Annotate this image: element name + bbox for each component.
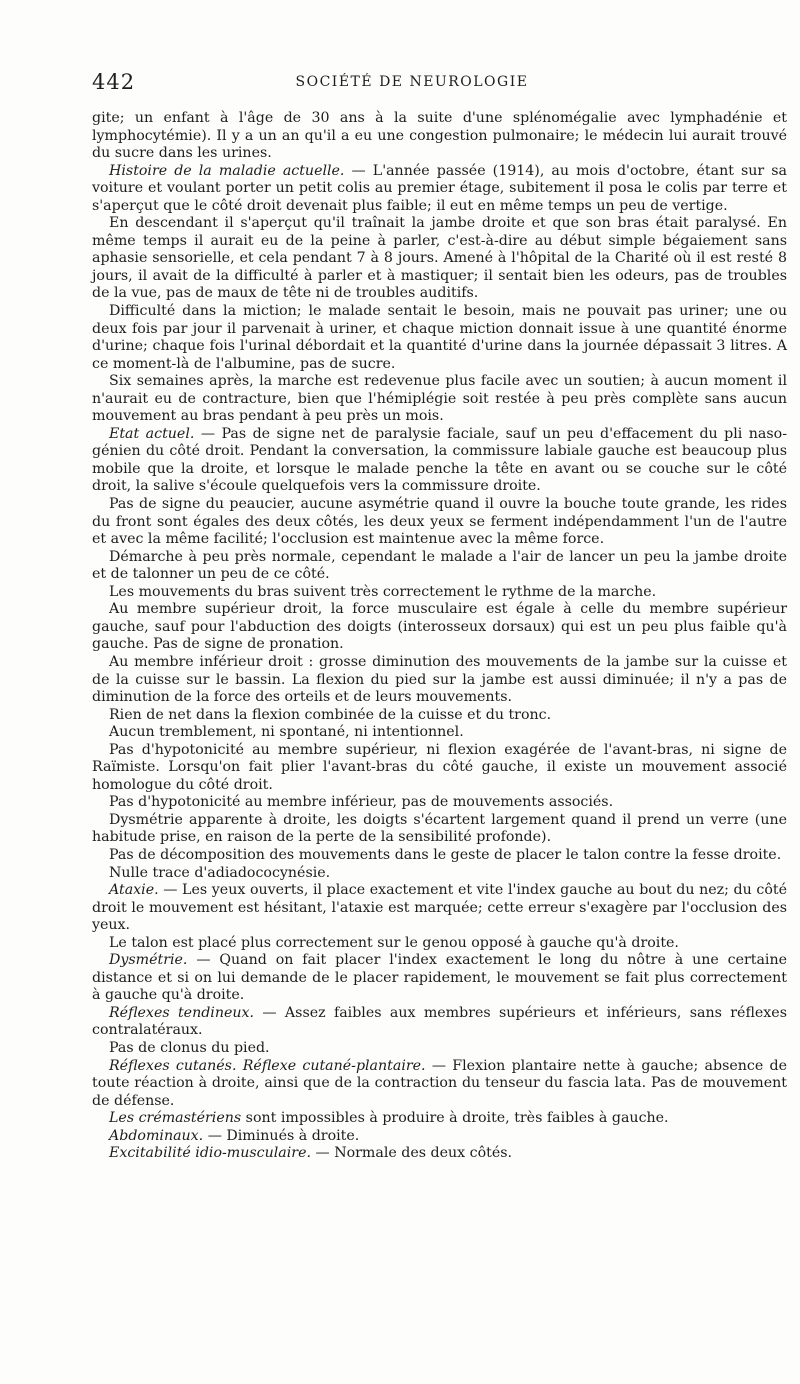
page-header [92, 70, 732, 98]
paragraph-lead: Abdominaux. [109, 1127, 204, 1144]
paragraph-text: gite; un enfant à l'âge de 30 ans à la suite d'une splénomégalie avec lymphadénie et lymphocytémie). Il y a un an qu'il a eu une congestion pulmonaire; le médecin lui aurait trouvé du sucre dans les urines. [92, 110, 787, 162]
paragraph [92, 303, 787, 373]
paragraph [92, 1110, 787, 1128]
paragraph-text: — L'année passée (1914), au mois d'octobre, étant sur sa voiture et voulant porter un petit colis au premier étage, subitement il posa le colis par terre et s'aperçut que le côté droit devenait plus faible; il eut en même temps un peu de vertige. [92, 162, 787, 214]
paragraph-text: Le talon est placé plus correctement sur le genou opposé à gauche qu'à droite. [109, 934, 679, 951]
paragraph-lead: Dysmétrie. [109, 952, 188, 969]
running-head: SOCIÉTÉ DE NEUROLOGIE [295, 74, 529, 90]
paragraph-lead: Les crémastériens [109, 1110, 242, 1127]
paragraph [92, 707, 787, 725]
paragraph-text: Pas de clonus du pied. [109, 1039, 270, 1056]
paragraph-text: Pas d'hypotonicité au membre supérieur, ni flexion exagérée de l'avant-bras, ni signe de Raïmiste. Lorsqu'on fait plier l'avant-bras du côté gauche, il existe un mouvement associé homologue du côté droit. [92, 741, 787, 793]
paragraph-text: Nulle trace d'adiadococynésie. [109, 864, 331, 881]
paragraph [92, 847, 787, 865]
paragraph [92, 794, 787, 812]
paragraph-lead: Histoire de la maladie actuelle. [109, 162, 345, 179]
paragraph [92, 496, 787, 549]
paragraph-text: Au membre supérieur droit, la force musculaire est égale à celle du membre supérieur gauche, sauf pour l'abduction des doigts (interosseux dorsaux) qui est un peu plus faible qu'à gauche. Pas de signe de pronation. [92, 601, 787, 653]
paragraph-text: Pas de décomposition des mouvements dans le geste de placer le talon contre la fesse droite. [109, 846, 782, 863]
paragraph [92, 1058, 787, 1111]
paragraph-text: — Pas de signe net de paralysie faciale, sauf un peu d'effacement du pli naso-génien du côté droit. Pendant la conversation, la commissure labiale gauche est beaucoup plus mobile que la droite, et lorsque le malade penche la tête en avant ou se couche sur le côté droit, la salive s'écoule quelquefois vers la commissure droite. [92, 425, 787, 495]
paragraph-text: Dysmétrie apparente à droite, les doigts s'écartent largement quand il prend un verre (une habitude prise, en raison de la perte de la sensibilité profonde). [92, 811, 787, 846]
paragraph [92, 426, 787, 496]
paragraph [92, 812, 787, 847]
paragraph-text: Six semaines après, la marche est redevenue plus facile avec un soutien; à aucun moment il n'aurait eu de contracture, bien que l'hémiplégie soit restée à peu près complète sans aucun mouvement au bras pendant à peu près un mois. [92, 373, 787, 425]
paragraph [92, 584, 787, 602]
paragraph [92, 601, 787, 654]
paragraph [92, 724, 787, 742]
paragraph-lead: Réflexes tendineux. [109, 1004, 255, 1021]
paragraph-text: Démarche à peu près normale, cependant le malade a l'air de lancer un peu la jambe droite et de talonner un peu de ce côté. [92, 548, 787, 583]
paragraph [92, 742, 787, 795]
paragraph [92, 882, 787, 935]
paragraph-text: — Diminués à droite. [203, 1127, 360, 1144]
paragraph [92, 865, 787, 883]
paragraph [92, 952, 787, 1005]
paragraph [92, 373, 787, 426]
paragraph-text: Rien de net dans la flexion combinée de la cuisse et du tronc. [109, 706, 552, 723]
paragraph [92, 935, 787, 953]
paragraph-text: Les mouvements du bras suivent très correctement le rythme de la marche. [109, 583, 657, 600]
paragraph-text: Difficulté dans la miction; le malade sentait le besoin, mais ne pouvait pas uriner; une ou deux fois par jour il parvenait à uriner, et chaque miction donnait issue à une quantité énorme d'urine; chaque fois l'urinal débordait et la quantité d'urine dans la journée dépassait 3 litres. A ce moment-là de l'albumine, pas de sucre. [92, 303, 787, 372]
paragraph [92, 1040, 787, 1058]
paragraph [92, 549, 787, 584]
paragraph [92, 1145, 787, 1163]
paragraph [92, 215, 787, 303]
paragraph-lead: Ataxie. [109, 882, 159, 899]
paragraph-text: — Normale des deux côtés. [310, 1145, 513, 1162]
paragraph-text: — Quand on fait placer l'index exactement le long du nôtre à une certaine distance et si on lui demande de le placer rapidement, le mouvement se fait plus correctement à gauche qu'à droite. [92, 952, 787, 1004]
body-text [92, 110, 787, 1163]
paragraph-text: Pas d'hypotonicité au membre inférieur, pas de mouvements associés. [109, 794, 614, 811]
paragraph-text: sont impossibles à produire à droite, très faibles à gauche. [241, 1110, 669, 1127]
paragraph [92, 110, 787, 163]
paragraph-lead: Excitabilité idio-musculaire. [109, 1145, 311, 1162]
paragraph-lead: Réflexes cutanés. Réflexe cutané-plantaire. [109, 1057, 426, 1074]
paragraph [92, 1005, 787, 1040]
paragraph-text: — Les yeux ouverts, il place exactement et vite l'index gauche au bout du nez; du côté droit le mouvement est hésitant, l'ataxie est marquée; cette erreur s'exagère par l'occlusion des yeux. [92, 882, 787, 934]
paragraph-text: Pas de signe du peaucier, aucune asymétrie quand il ouvre la bouche toute grande, les rides du front sont égales des deux côtés, les deux yeux se ferment indépendamment l'un de l'autre et avec la même facilité; l'occlusion est maintenue avec la même force. [92, 496, 787, 548]
paragraph [92, 1128, 787, 1146]
paragraph-lead: Etat actuel. [109, 425, 195, 442]
paragraph-text: — Assez faibles aux membres supérieurs et inférieurs, sans réflexes contralatéraux. [92, 1004, 787, 1039]
paragraph [92, 163, 787, 216]
paragraph-text: Aucun tremblement, ni spontané, ni intentionnel. [109, 724, 464, 741]
paragraph-text: Au membre inférieur droit : grosse diminution des mouvements de la jambe sur la cuisse et de la cuisse sur le bassin. La flexion du pied sur la jambe est aussi diminuée; il n'y a pas de diminution de la force des orteils et de leurs mouvements. [92, 653, 787, 706]
page-number: 442 [92, 70, 136, 94]
paragraph-text: — Flexion plantaire nette à gauche; absence de toute réaction à droite, ainsi que de la contraction du tenseur du fascia lata. Pas de mouvement de défense. [92, 1057, 787, 1109]
paragraph [92, 654, 787, 707]
paragraph-text: En descendant il s'aperçut qu'il traînait la jambe droite et que son bras était paralysé. En même temps il aurait eu de la peine à parler, c'est-à-dire au début simple bégaiement sans aphasie sensorielle, et cela pendant 7 à 8 jours. Amené à l'hôpital de la Charité où il est resté 8 jours, il avait de la difficulté à parler et à mastiquer; il sentait bien les odeurs, pas de troubles de la vue, pas de maux de tête ni de troubles auditifs. [92, 215, 787, 302]
